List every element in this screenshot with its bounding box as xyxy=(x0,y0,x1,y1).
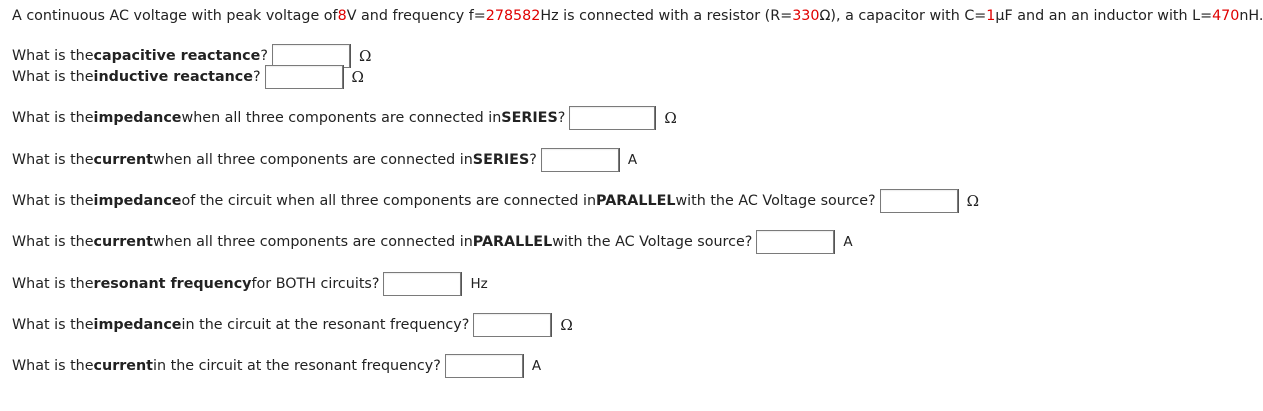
question-text-end: ? xyxy=(557,110,566,126)
question-keyword: inductive reactance xyxy=(93,69,253,85)
unit-label: Hz xyxy=(461,272,487,296)
unit-label: Ω xyxy=(551,313,572,337)
problem-statement xyxy=(12,8,1263,24)
question-text: What is the xyxy=(12,358,94,374)
question-text: What is the xyxy=(12,234,94,250)
question-keyword: resonant frequency xyxy=(93,276,252,292)
question-text: What is the xyxy=(12,69,94,85)
question-keyword-2: SERIES xyxy=(472,152,530,168)
frequency-value: 278582 xyxy=(485,8,541,24)
question-keyword: current xyxy=(93,234,154,250)
question-keyword: capacitive reactance xyxy=(93,48,261,64)
question-text: What is the xyxy=(12,152,94,168)
question-text-mid: when all three components are connected in xyxy=(181,110,502,126)
question-resonant-impedance xyxy=(12,313,573,337)
question-text: What is the xyxy=(12,276,94,292)
question-text-mid: when all three components are connected in xyxy=(153,152,473,168)
problem-text-4: Ω), a capacitor with C= xyxy=(819,8,987,24)
question-resonant-frequency xyxy=(12,272,488,296)
parallel-current-input[interactable] xyxy=(756,230,834,254)
series-impedance-input[interactable] xyxy=(569,106,655,130)
question-text: What is the xyxy=(12,110,94,126)
question-resonant-current xyxy=(12,354,541,378)
problem-text-5: μF and an an inductor with L= xyxy=(995,8,1213,24)
question-keyword: impedance xyxy=(93,110,182,126)
question-text-end: with the AC Voltage source? xyxy=(675,193,876,209)
question-keyword-2: PARALLEL xyxy=(472,234,553,250)
resistance-value: 330 xyxy=(792,8,820,24)
question-parallel-impedance xyxy=(12,189,979,213)
question-keyword: current xyxy=(93,358,154,374)
question-series-impedance xyxy=(12,106,677,130)
unit-label: Ω xyxy=(350,44,371,68)
voltage-value: 8 xyxy=(337,8,347,24)
problem-text-3: Hz is connected with a resistor (R= xyxy=(540,8,793,24)
problem-text-1: A continuous AC voltage with peak voltage of xyxy=(12,8,338,24)
question-text-mid: of the circuit when all three components are connected in xyxy=(181,193,597,209)
parallel-impedance-input[interactable] xyxy=(880,189,958,213)
unit-label: Ω xyxy=(958,189,979,213)
inductance-value: 470 xyxy=(1212,8,1240,24)
resonant-frequency-input[interactable] xyxy=(383,272,461,296)
question-text-mid: for BOTH circuits? xyxy=(251,276,380,292)
question-text-mid: in the circuit at the resonant frequency? xyxy=(153,358,441,374)
question-text: What is the xyxy=(12,48,94,64)
question-keyword: impedance xyxy=(93,317,182,333)
question-text-end: ? xyxy=(260,48,268,64)
question-text-mid: when all three components are connected in xyxy=(153,234,473,250)
question-series-current xyxy=(12,148,637,172)
question-keyword: impedance xyxy=(93,193,182,209)
unit-label: Ω xyxy=(655,106,676,130)
question-keyword-2: PARALLEL xyxy=(596,193,676,209)
problem-text-6: nH. xyxy=(1239,8,1263,24)
question-text-end: with the AC Voltage source? xyxy=(552,234,753,250)
capacitance-value: 1 xyxy=(986,8,996,24)
question-text-end: ? xyxy=(529,152,537,168)
question-parallel-current xyxy=(12,230,853,254)
question-inductive-reactance xyxy=(12,65,364,89)
question-text: What is the xyxy=(12,193,94,209)
inductive-reactance-input[interactable] xyxy=(265,65,343,89)
question-text-end: ? xyxy=(252,69,261,85)
resonant-impedance-input[interactable] xyxy=(473,313,551,337)
question-text-mid: in the circuit at the resonant frequency? xyxy=(181,317,470,333)
question-text: What is the xyxy=(12,317,94,333)
series-current-input[interactable] xyxy=(541,148,619,172)
resonant-current-input[interactable] xyxy=(445,354,523,378)
question-keyword-2: SERIES xyxy=(501,110,558,126)
unit-label: A xyxy=(834,230,852,254)
unit-label: A xyxy=(619,148,637,172)
question-keyword: current xyxy=(93,152,154,168)
unit-label: A xyxy=(523,354,541,378)
unit-label: Ω xyxy=(343,65,364,89)
problem-text-2: V and frequency f= xyxy=(346,8,486,24)
